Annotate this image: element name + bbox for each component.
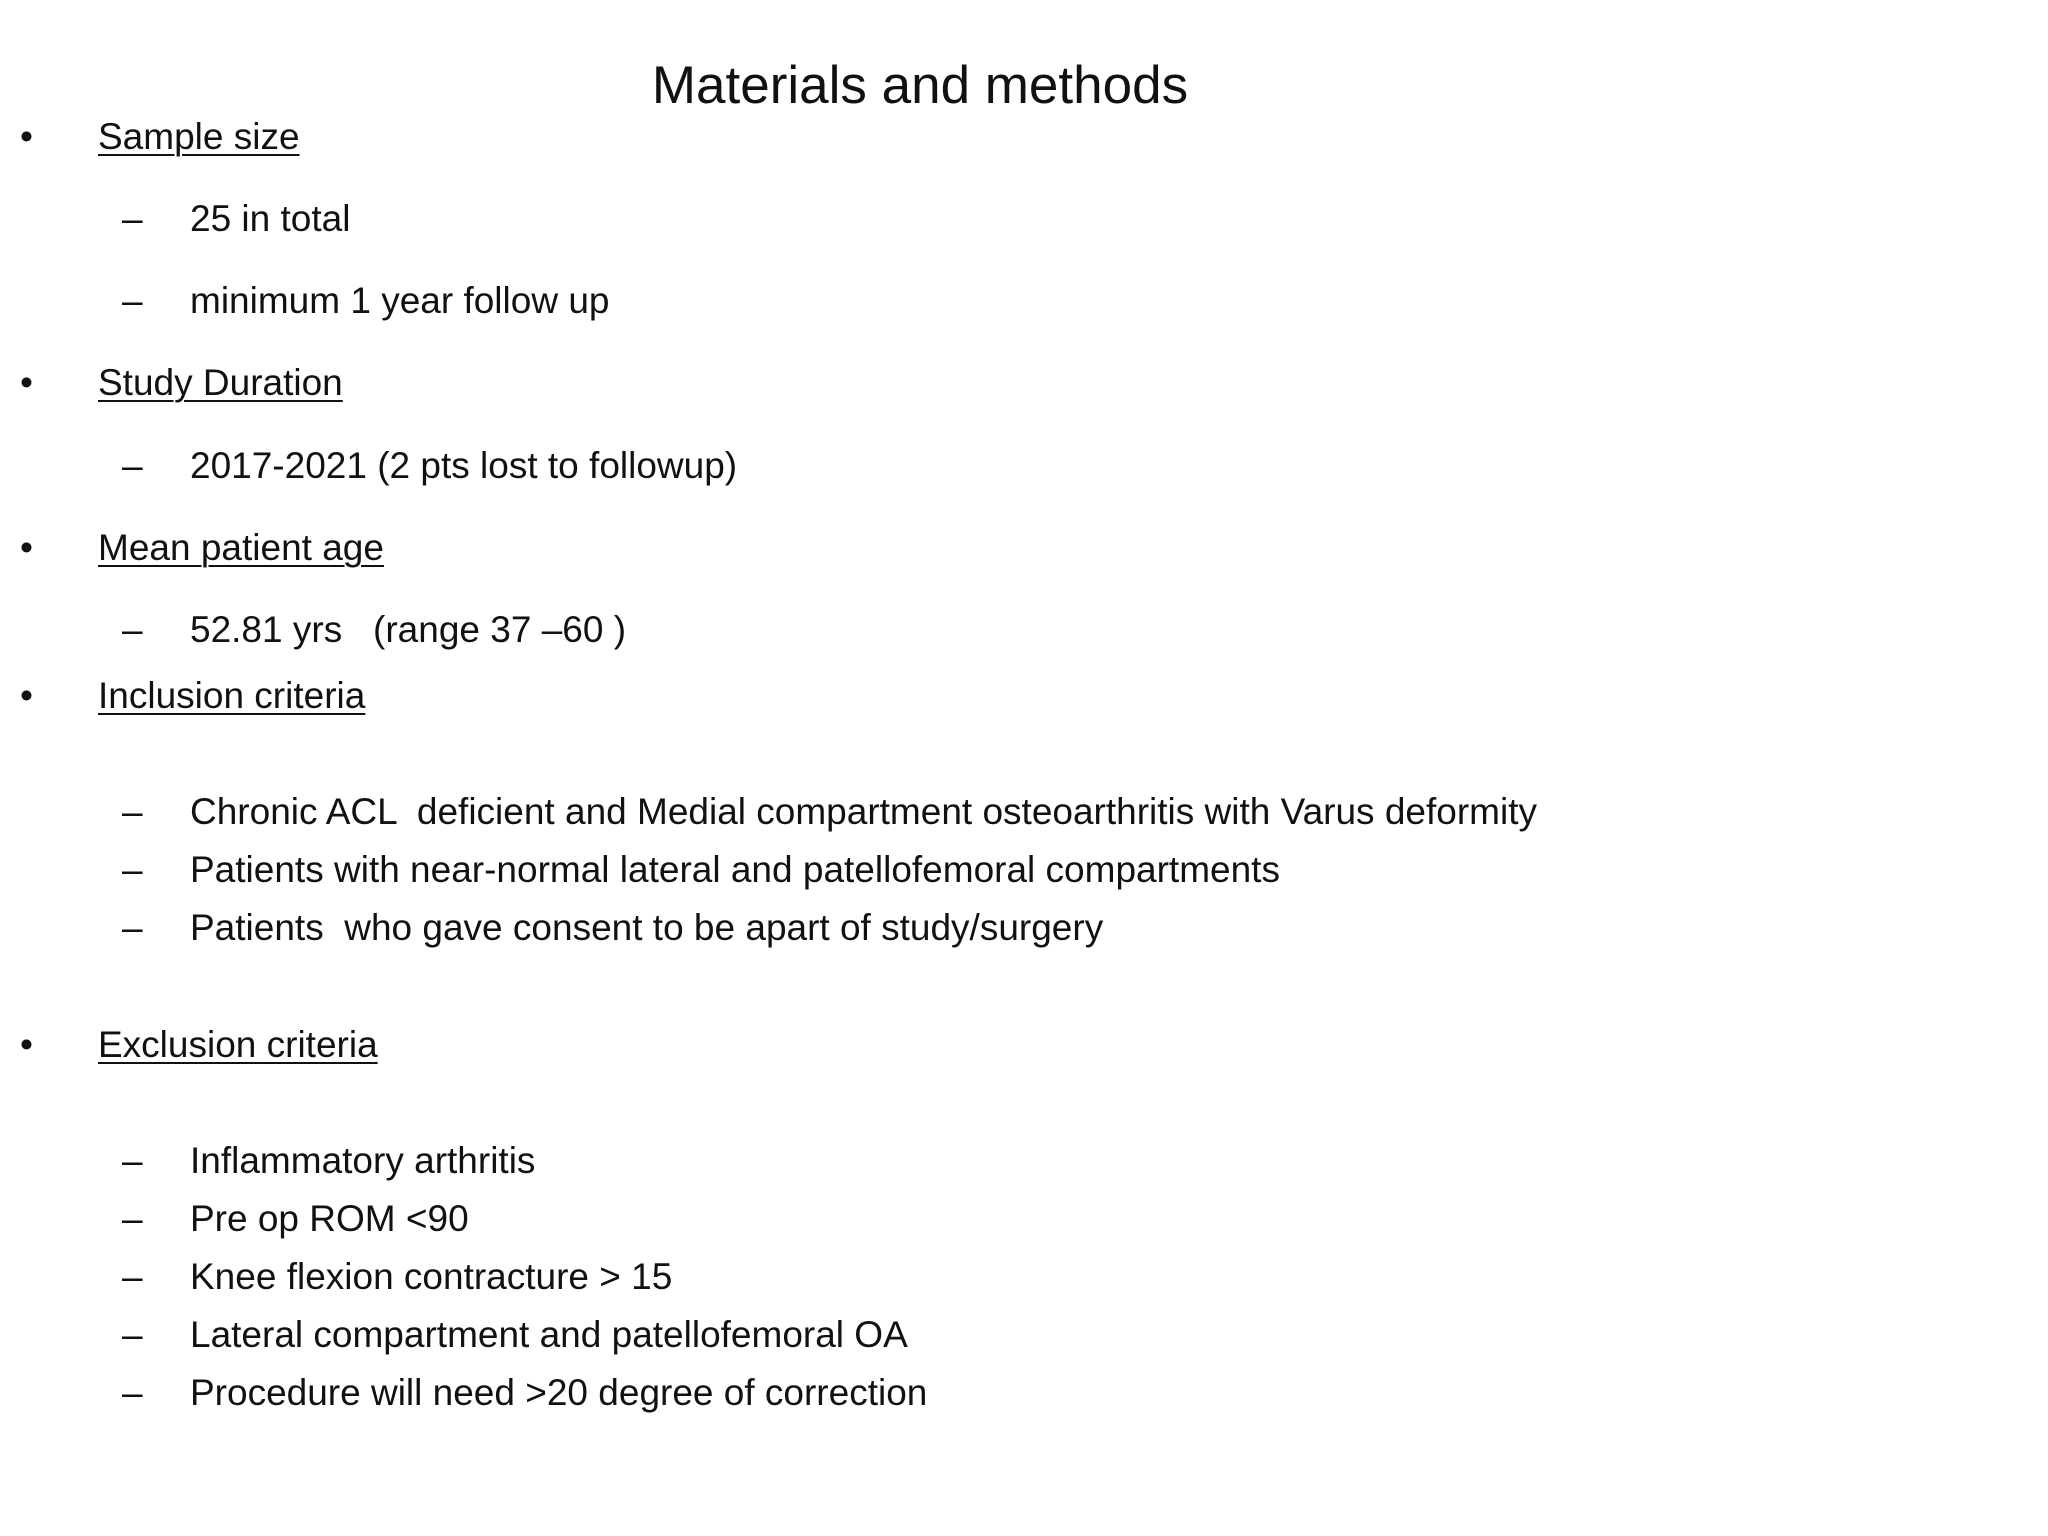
- list-item: 25 in total: [190, 198, 351, 239]
- list-item: Knee flexion contracture > 15: [190, 1256, 673, 1297]
- dash-icon: –: [122, 1314, 143, 1355]
- list-item: Lateral compartment and patellofemoral OA: [190, 1314, 908, 1355]
- list-item: Chronic ACL deficient and Medial compartment osteoarthritis with Varus deformity: [190, 791, 1537, 832]
- dash-icon: –: [122, 1372, 143, 1413]
- bullet-icon: •: [20, 362, 33, 403]
- section-heading-exclusion-criteria: Exclusion criteria: [98, 1024, 378, 1065]
- section-heading-sample-size: Sample size: [98, 116, 300, 157]
- bullet-icon: •: [20, 527, 33, 568]
- list-item: Patients who gave consent to be apart of study/surgery: [190, 907, 1104, 948]
- dash-icon: –: [122, 609, 143, 650]
- dash-icon: –: [122, 445, 143, 486]
- bullet-icon: •: [20, 116, 33, 157]
- list-item: Procedure will need >20 degree of correction: [190, 1372, 928, 1413]
- bullet-icon: •: [20, 1024, 33, 1065]
- dash-icon: –: [122, 1198, 143, 1239]
- section-heading-inclusion-criteria: Inclusion criteria: [98, 675, 366, 716]
- dash-icon: –: [122, 791, 143, 832]
- dash-icon: –: [122, 198, 143, 239]
- list-item: 2017-2021 (2 pts lost to followup): [190, 445, 738, 486]
- section-heading-study-duration: Study Duration: [98, 362, 343, 403]
- dash-icon: –: [122, 280, 143, 321]
- slide-title: Materials and methods: [651, 56, 1189, 115]
- list-item: Patients with near-normal lateral and patellofemoral compartments: [190, 849, 1280, 890]
- dash-icon: –: [122, 849, 143, 890]
- dash-icon: –: [122, 1256, 143, 1297]
- list-item: 52.81 yrs (range 37 –60 ): [190, 609, 627, 650]
- section-heading-mean-patient-age: Mean patient age: [98, 527, 384, 568]
- bullet-icon: •: [20, 675, 33, 716]
- list-item: Inflammatory arthritis: [190, 1140, 536, 1181]
- dash-icon: –: [122, 907, 143, 948]
- list-item: Pre op ROM <90: [190, 1198, 469, 1239]
- list-item: minimum 1 year follow up: [190, 280, 610, 321]
- dash-icon: –: [122, 1140, 143, 1181]
